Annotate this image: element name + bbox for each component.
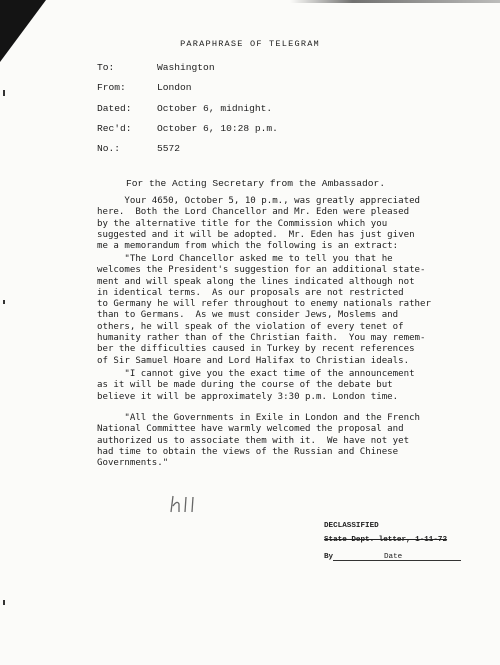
- header-number-value: 5572: [157, 143, 181, 154]
- declassified-by-label: By: [324, 553, 334, 561]
- salutation-line: For the Acting Secretary from the Ambassador.: [126, 178, 386, 189]
- header-to-value: Washington: [157, 62, 215, 73]
- header-dated-label: Dated:: [97, 103, 132, 114]
- folded-corner-shadow: [0, 0, 46, 62]
- header-from: [97, 82, 192, 93]
- scan-speck: [3, 600, 5, 605]
- header-dated: [97, 103, 272, 114]
- header-from-value: London: [157, 82, 192, 93]
- declassified-stamp: DECLASSIFIED: [324, 522, 379, 530]
- header-from-label: From:: [97, 82, 126, 93]
- paragraph-1: Your 4650, October 5, 10 p.m., was greatly appreciated here. Both the Lord Chancellor and Mr. Eden were pleased by the alternative title for the Commission which you suggested and it will be adopted. Mr. Eden has just given me a memorandum from which the following is an extract:: [97, 196, 421, 252]
- header-number: [97, 143, 180, 154]
- paragraph-2: "The Lord Chancellor asked me to tell you that he welcomes the President's suggestion for an additional state- ment and will speak along the lines indicated although not in identical terms. As our proposals are not restricted to Germany he will refer throughout to enemy nationals rather than to Germans. As we must consider Jews, Moslems and others, he will speak of the violation of every tenet of humanity rather than of the Christian faith. You may remem- ber the difficulties caused in Turkey by recent references of Sir Samuel Hoare and Lord Halifax to Christian ideals.: [97, 254, 431, 366]
- header-to: [97, 62, 215, 73]
- handwritten-initials: [168, 492, 208, 516]
- header-recd-label: Rec'd:: [97, 123, 132, 134]
- declassified-date-label: Date: [384, 553, 403, 561]
- scan-speck: [3, 300, 5, 304]
- header-dated-value: October 6, midnight.: [157, 103, 273, 114]
- header-to-label: To:: [97, 62, 115, 73]
- paragraph-4: "All the Governments in Exile in London and the French National Committee have warmly welcomed the proposal and authorized us to associate them with it. We have not yet had time to obtain the views of the Russian and Chinese Governments.": [97, 413, 421, 469]
- header-number-label: No.:: [97, 143, 121, 154]
- declassified-authority: State Dept. letter, 1-11-72: [324, 536, 448, 544]
- header-recd-value: October 6, 10:28 p.m.: [157, 123, 278, 134]
- document-title: PARAPHRASE OF TELEGRAM: [180, 39, 320, 49]
- paragraph-3: "I cannot give you the exact time of the announcement as it will be made during the course of the debate but believe it will be approximately 3:30 p.m. London time.: [97, 369, 415, 402]
- scan-speck: [3, 90, 5, 96]
- scan-top-edge: [290, 0, 500, 3]
- header-recd: [97, 123, 278, 134]
